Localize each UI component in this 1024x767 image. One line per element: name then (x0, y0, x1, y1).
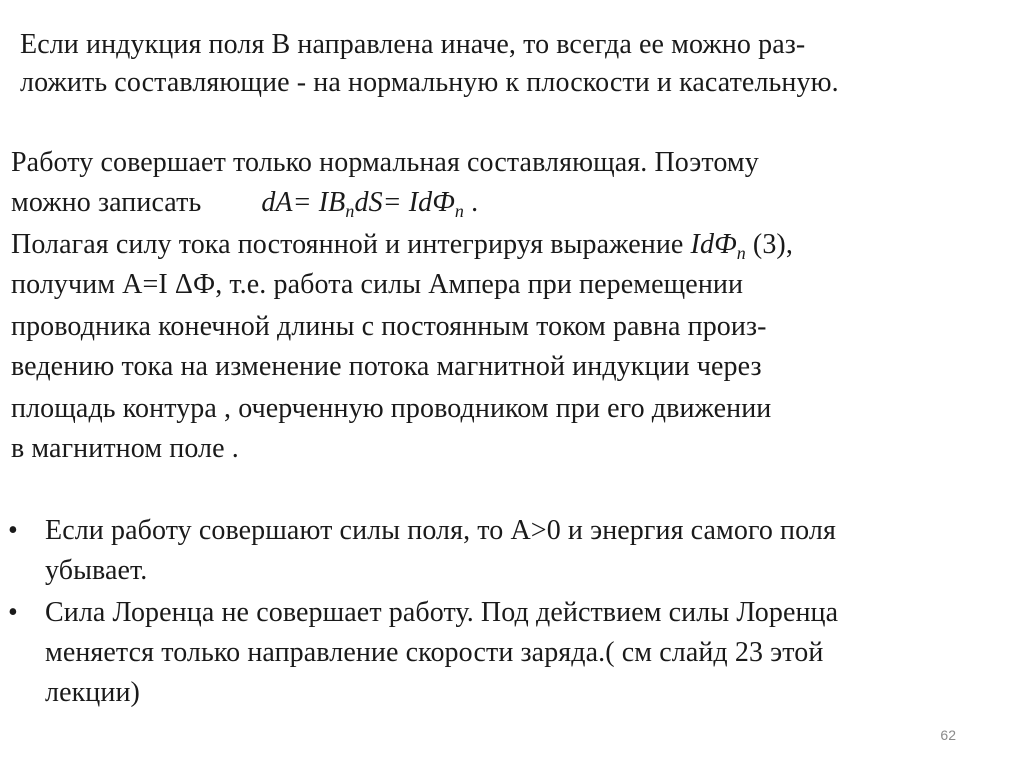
work-line-6: ведению тока на изменение потока магнитной индукции через (11, 351, 762, 382)
work-line-2 (11, 186, 478, 220)
work-line-2-suffix: . (464, 187, 479, 218)
bullet-2-line-3: лекции) (45, 677, 140, 708)
formula-da-part-2: dS= IdФ (354, 187, 455, 218)
bullet-2-line-1: Сила Лоренца не совершает работу. Под действием силы Лоренца (45, 597, 839, 628)
formula-idf-sub: n (736, 243, 746, 263)
work-line-1: Работу совершает только нормальная составляющая. Поэтому (11, 147, 759, 178)
intro-line-1: Если индукция поля В направлена иначе, то всегда ее можно раз- (20, 29, 806, 60)
bullet-marker-1: • (8, 515, 18, 546)
work-line-7: площадь контура , очерченную проводником при его движении (11, 393, 772, 424)
bullet-1-line-2: убывает. (45, 555, 148, 586)
work-line-5: проводника конечной длины с постоянным током равна произ- (11, 311, 767, 342)
intro-line-2: ложить составляющие - на нормальную к плоскости и касательную. (20, 67, 839, 98)
work-line-4: получим А=I ΔФ, т.е. работа силы Ампера при перемещении (11, 269, 744, 300)
bullet-1-line-1: Если работу совершают силы поля, то А>0 и энергия самого поля (45, 515, 836, 546)
formula-da-sub-2: n (454, 201, 465, 221)
formula-da (261, 187, 465, 221)
formula-da-part-1: dA= IB (261, 187, 346, 218)
bullet-marker-2: • (8, 597, 18, 628)
work-line-8: в магнитном поле . (11, 433, 239, 464)
work-line-3 (11, 228, 793, 262)
work-line-2-prefix: можно записать (11, 187, 202, 218)
formula-idf (690, 229, 746, 263)
bullet-2-line-2: меняется только направление скорости заряда.( см слайд 23 этой (45, 637, 824, 668)
page-number: 62 (940, 727, 956, 743)
work-line-3-prefix: Полагая силу тока постоянной и интегрируя выражение (11, 229, 691, 260)
formula-idf-main: IdФ (690, 229, 737, 260)
work-line-3-suffix: (3), (745, 229, 793, 260)
formula-da-sub-1: n (345, 201, 355, 221)
